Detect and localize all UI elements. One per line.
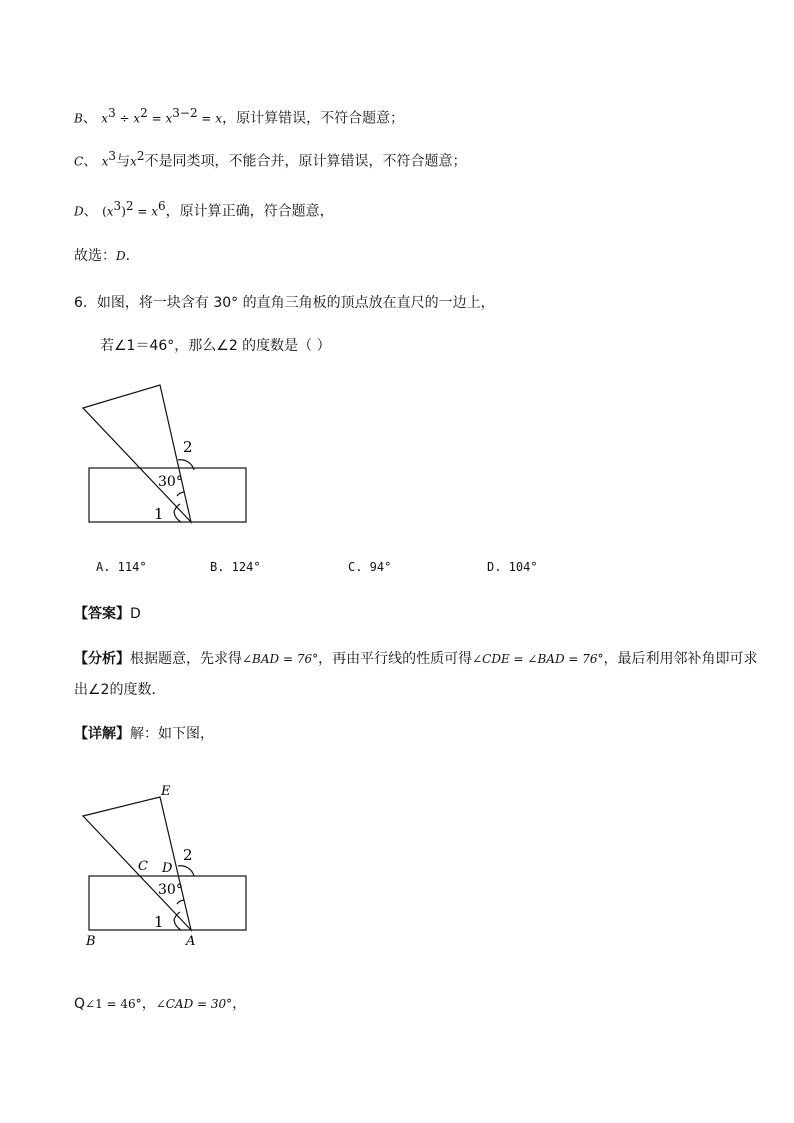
- option-b-explanation: B、 $x^3 \div x^2 = x^{3-2} = x$，原计算错误，不符合题意；: [74, 106, 405, 127]
- fig2-label-e: E: [161, 784, 171, 799]
- ruler-rect-2: [89, 876, 246, 930]
- choice-d: D. 104°: [487, 560, 538, 574]
- angle-30-arc-2: [177, 900, 184, 904]
- question-line-2: 若∠1＝46°，那么∠2 的度数是（ ）: [100, 338, 331, 354]
- answer-line: [74, 604, 141, 624]
- choice-b: B. 124°: [210, 560, 261, 574]
- fig2-label-c: C: [138, 859, 148, 874]
- option-d-explanation: D、 $(x^3)^2 = x^6$，原计算正确，符合题意，: [74, 199, 334, 220]
- analysis-line-1: 【分析】根据题意，先求得∠BAD = 76°，再由平行线的性质可得∠CDE = ∠BAD = 76°，最后利用邻补角即可求: [74, 651, 758, 667]
- choice-a: A. 114°: [96, 560, 147, 574]
- angle-2-arc: [178, 460, 194, 470]
- fig1-label-1: 1: [154, 505, 164, 523]
- fig2-label-1: 1: [154, 913, 164, 931]
- angle-2-arc-2: [178, 866, 194, 876]
- fig2-label-d: D: [162, 861, 173, 876]
- fig1-label-2: 2: [183, 438, 193, 456]
- answer-value: D: [130, 606, 141, 622]
- choice-c: C. 94°: [348, 560, 392, 574]
- select-line: 故选：D．: [74, 248, 140, 264]
- triangle-2: [83, 797, 191, 930]
- triangle: [83, 385, 191, 522]
- angle-1-arc: [174, 504, 181, 522]
- analysis-tag: 【分析】: [74, 651, 130, 667]
- fig1-label-30: 30°: [158, 474, 183, 490]
- angle-30-arc: [177, 492, 184, 496]
- fig2-label-30: 30°: [158, 882, 183, 898]
- ruler-rect: [89, 468, 246, 522]
- fig2-label-b: B: [86, 934, 96, 949]
- last-line: Q∠1 = 46°，∠CAD = 30°，: [74, 996, 247, 1012]
- fig2-label-2: 2: [183, 846, 193, 864]
- fig2-label-a: A: [186, 934, 196, 949]
- analysis-line-2: 出∠2的度数．: [74, 682, 166, 698]
- angle-1-arc-2: [174, 912, 181, 930]
- answer-tag: 【答案】: [74, 606, 130, 622]
- question-line-1: 6．如图，将一块含有 30° 的直角三角板的顶点放在直尺的一边上，: [74, 295, 495, 311]
- detail-tag: 【详解】: [74, 726, 130, 742]
- option-c-explanation: C、 $x^3$与$x^2$不是同类项，不能合并，原计算错误，不符合题意；: [74, 149, 467, 170]
- detail-line: 【详解】解：如下图，: [74, 726, 214, 742]
